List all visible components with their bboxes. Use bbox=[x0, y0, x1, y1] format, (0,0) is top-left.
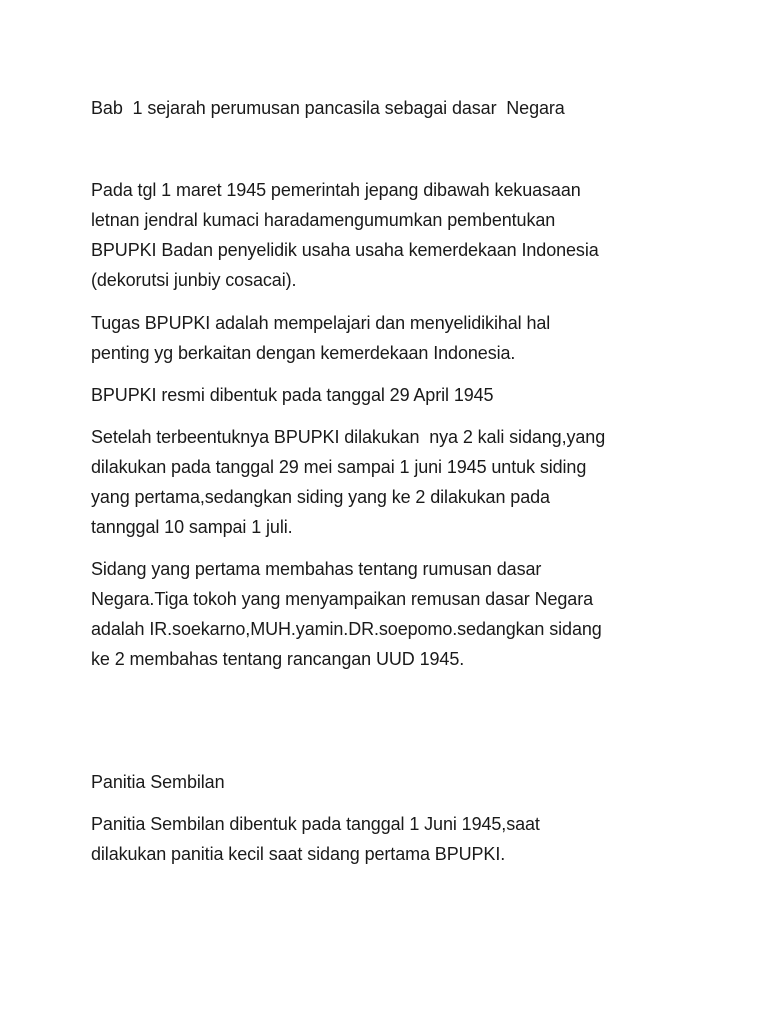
paragraph-line: BPUPKI Badan penyelidik usaha usaha kemerdekaan Indonesia bbox=[91, 240, 599, 260]
paragraph-line: Tugas BPUPKI adalah mempelajari dan menyelidikihal hal bbox=[91, 313, 551, 333]
paragraph-line: penting yg berkaitan dengan kemerdekaan Indonesia. bbox=[91, 343, 516, 363]
document-title: Bab 1 sejarah perumusan pancasila sebagai dasar Negara bbox=[91, 98, 565, 118]
paragraph-line: Sidang yang pertama membahas tentang rumusan dasar bbox=[91, 559, 542, 579]
paragraph-line: (dekorutsi junbiy cosacai). bbox=[91, 270, 297, 290]
paragraph-line: ke 2 membahas tentang rancangan UUD 1945. bbox=[91, 649, 465, 669]
paragraph-line: BPUPKI resmi dibentuk pada tanggal 29 April 1945 bbox=[91, 385, 494, 405]
paragraph-line: Setelah terbeentuknya BPUPKI dilakukan nya 2 kali sidang,yang bbox=[91, 427, 606, 447]
paragraph-line: yang pertama,sedangkan siding yang ke 2 dilakukan pada bbox=[91, 487, 550, 507]
paragraph-line: dilakukan pada tanggal 29 mei sampai 1 juni 1945 untuk siding bbox=[91, 457, 587, 477]
paragraph-line: dilakukan panitia kecil saat sidang pertama BPUPKI. bbox=[91, 844, 506, 864]
paragraph-line: Pada tgl 1 maret 1945 pemerintah jepang dibawah kekuasaan bbox=[91, 180, 581, 200]
section-heading: Panitia Sembilan bbox=[91, 772, 225, 792]
paragraph-line: letnan jendral kumaci haradamengumumkan pembentukan bbox=[91, 210, 556, 230]
paragraph-line: Negara.Tiga tokoh yang menyampaikan remusan dasar Negara bbox=[91, 589, 594, 609]
paragraph-line: tannggal 10 sampai 1 juli. bbox=[91, 517, 293, 537]
paragraph-line: adalah IR.soekarno,MUH.yamin.DR.soepomo.sedangkan sidang bbox=[91, 619, 602, 639]
paragraph-line: Panitia Sembilan dibentuk pada tanggal 1 Juni 1945,saat bbox=[91, 814, 540, 834]
